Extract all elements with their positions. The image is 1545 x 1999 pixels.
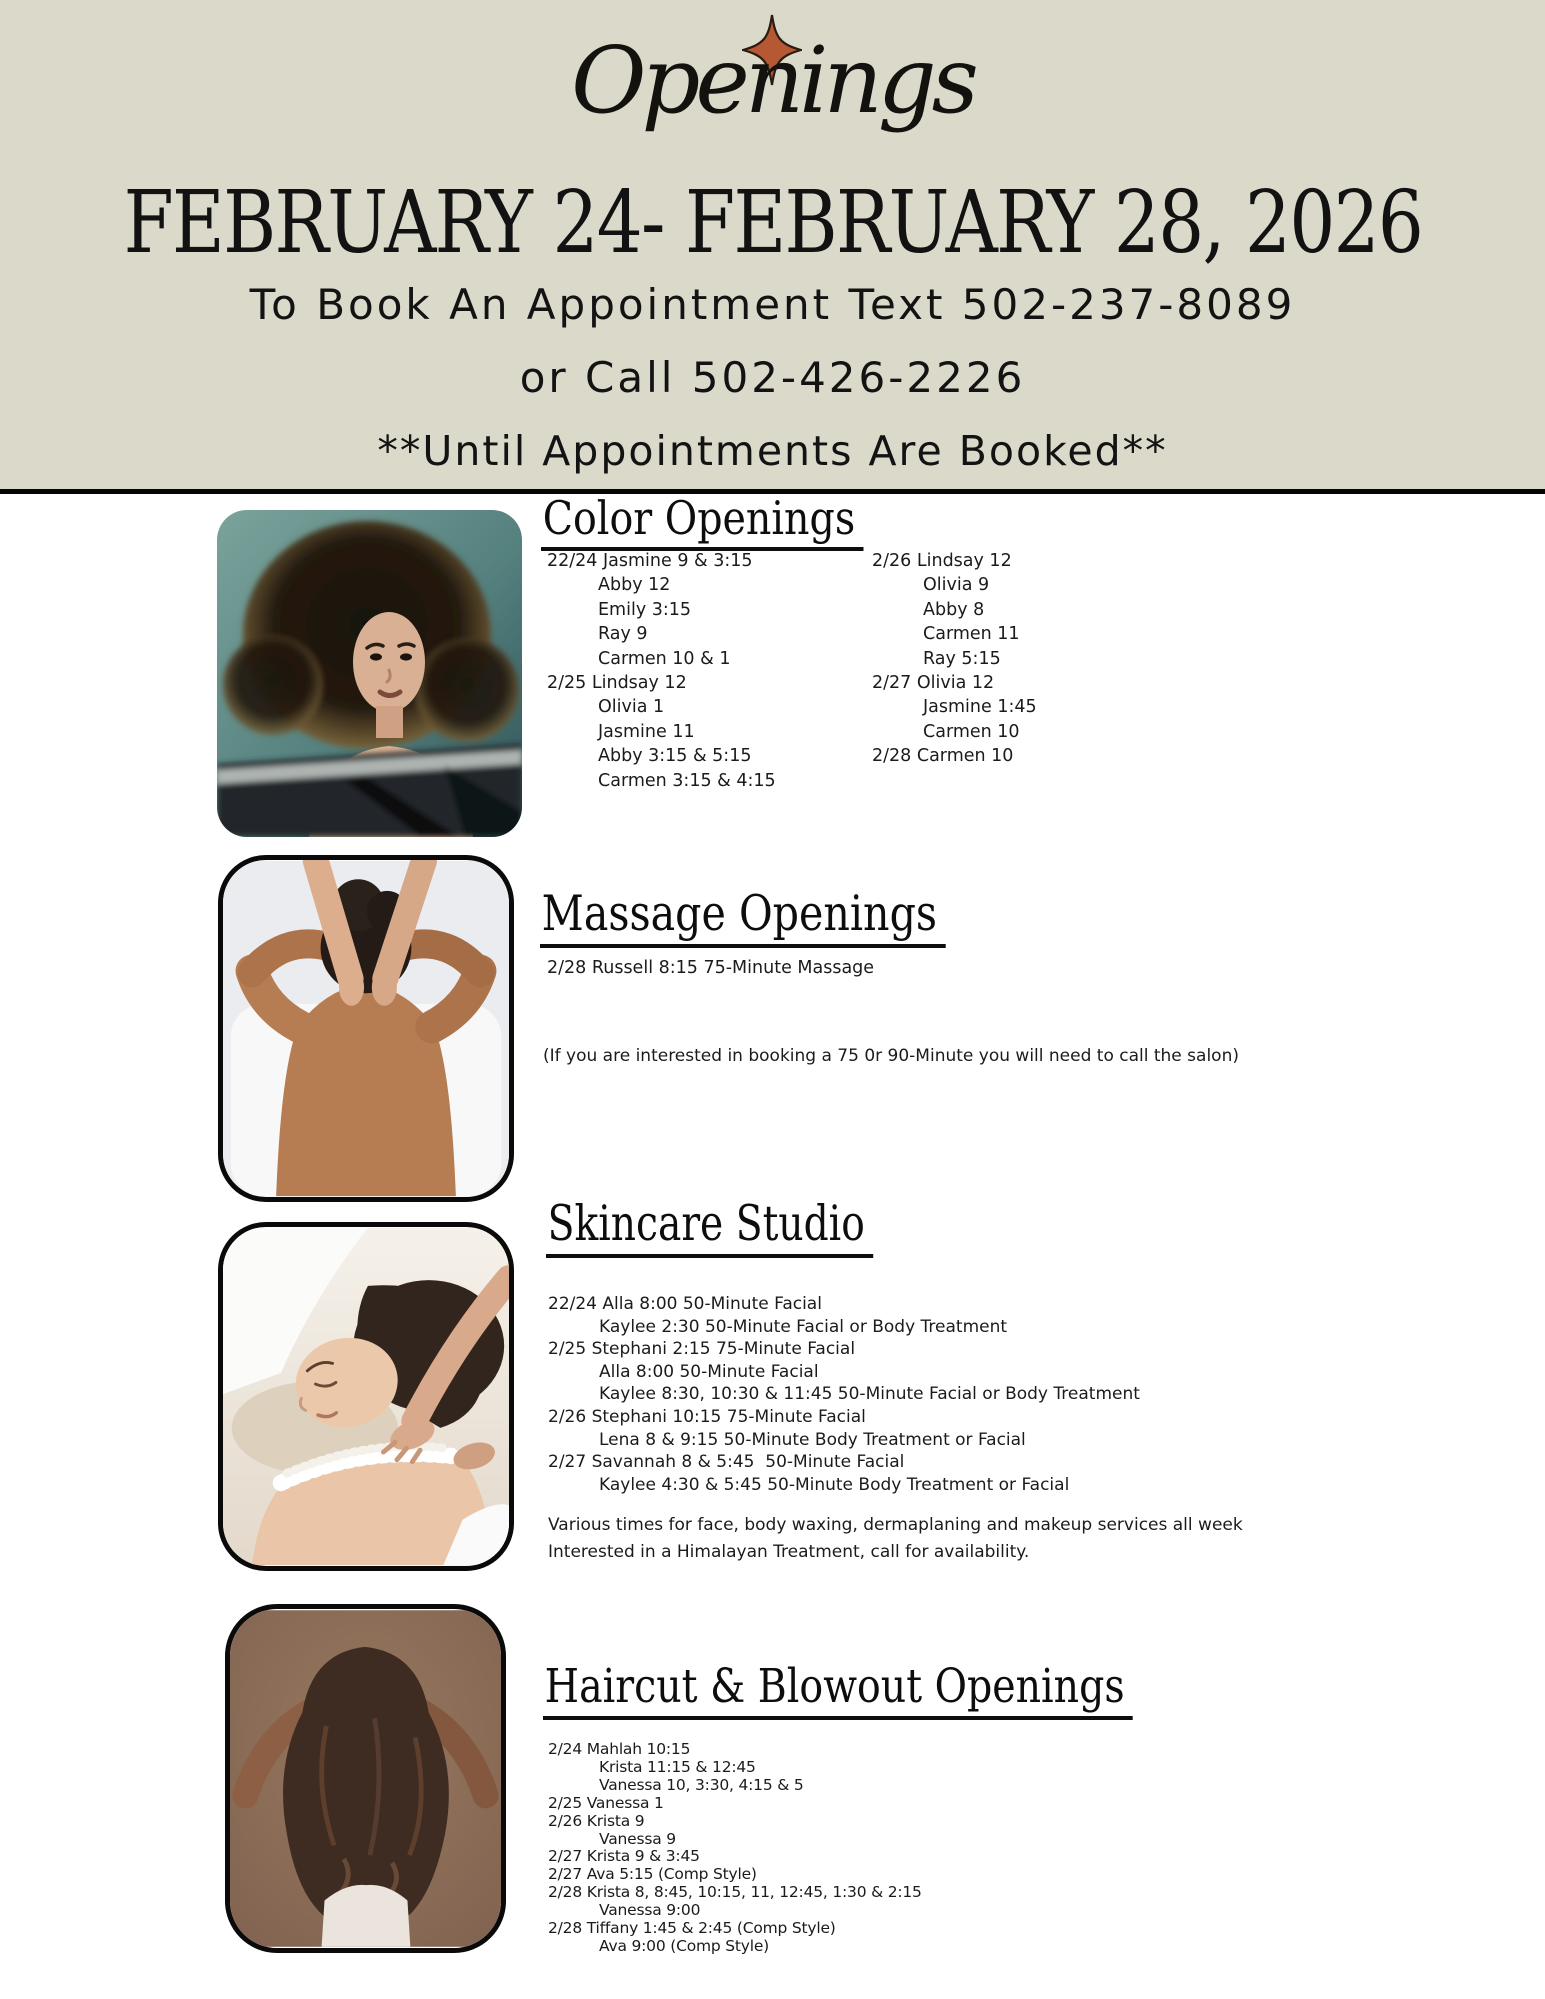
schedule-line: 2/26 Krista 9 — [548, 1811, 645, 1830]
schedule-line: 2/26 Stephani 10:15 75-Minute Facial — [548, 1406, 866, 1427]
schedule-line: 2/28 Carmen 10 — [872, 746, 1014, 767]
schedule-line: Abby 8 — [923, 599, 985, 620]
schedule-line: Lena 8 & 9:15 50-Minute Body Treatment or Facial — [599, 1429, 1026, 1450]
note-line: Interested in a Himalayan Treatment, call for availability. — [548, 1541, 1030, 1562]
schedule-line: 22/24 Alla 8:00 50-Minute Facial — [548, 1294, 822, 1314]
skincare-schedule — [548, 1293, 1140, 1496]
skincare-notes — [548, 1512, 1243, 1565]
schedule-line: Alla 8:00 50-Minute Facial — [599, 1361, 819, 1382]
schedule-line: Vanessa 9 — [599, 1829, 676, 1848]
schedule-line: 2/27 Ava 5:15 (Comp Style) — [548, 1865, 757, 1884]
until-line: **Until Appointments Are Booked** — [377, 427, 1168, 475]
color-photo — [217, 510, 522, 837]
schedule-line: 2/26 Lindsay 12 — [872, 551, 1012, 571]
haircut-photo — [225, 1604, 506, 1953]
schedule-line: 2/28 Krista 8, 8:45, 10:15, 11, 12:45, 1:30 & 2:15 — [548, 1883, 922, 1902]
schedule-line: Krista 11:15 & 12:45 — [599, 1757, 756, 1776]
schedule-line: 2/27 Krista 9 & 3:45 — [548, 1847, 700, 1866]
schedule-line: Jasmine 1:45 — [923, 697, 1037, 718]
schedule-line: Carmen 10 — [923, 721, 1020, 742]
schedule-line: Ava 9:00 (Comp Style) — [599, 1936, 770, 1955]
call-line: or Call 502-426-2226 — [519, 353, 1026, 402]
schedule-line: Kaylee 8:30, 10:30 & 11:45 50-Minute Facial or Body Treatment — [599, 1384, 1140, 1405]
schedule-line: 2/25 Lindsay 12 — [547, 673, 687, 694]
schedule-line: Olivia 1 — [598, 697, 665, 718]
massage-openings-heading: Massage Openings — [540, 886, 945, 948]
schedule-line: 2/25 Vanessa 1 — [548, 1793, 664, 1812]
schedule-line: Jasmine 11 — [598, 721, 695, 742]
schedule-line: Kaylee 4:30 & 5:45 50-Minute Body Treatment or Facial — [599, 1474, 1070, 1495]
massage-note — [543, 1045, 1239, 1068]
color-schedule-col1 — [547, 549, 776, 793]
logo-script: Openings — [571, 27, 974, 134]
date-title: FEBRUARY 24- FEBRUARY 28, 2026 — [123, 173, 1423, 273]
schedule-line: Abby 3:15 & 5:15 — [598, 746, 752, 767]
schedule-line: Carmen 3:15 & 4:15 — [598, 770, 776, 791]
skincare-photo — [218, 1222, 514, 1571]
schedule-line: Kaylee 2:30 50-Minute Facial or Body Treatment — [599, 1316, 1008, 1337]
note-line: Various times for face, body waxing, dermaplaning and makeup services all week — [548, 1515, 1243, 1535]
skincare-studio-heading: Skincare Studio — [546, 1196, 873, 1258]
color-schedule-col2 — [872, 549, 1037, 769]
schedule-line: Olivia 9 — [923, 575, 990, 596]
schedule-line: Abby 12 — [598, 575, 671, 596]
massage-photo — [218, 855, 514, 1202]
schedule-line: 2/24 Mahlah 10:15 — [548, 1740, 691, 1758]
schedule-line: 2/28 Russell 8:15 75-Minute Massage — [547, 958, 875, 978]
schedule-line: Emily 3:15 — [598, 599, 692, 620]
schedule-line: 2/28 Tiffany 1:45 & 2:45 (Comp Style) — [548, 1919, 836, 1938]
schedule-line: Carmen 10 & 1 — [598, 648, 731, 669]
schedule-line: 2/27 Savannah 8 & 5:45 50-Minute Facial — [548, 1452, 905, 1473]
book-text-line: To Book An Appointment Text 502-237-8089 — [249, 280, 1296, 329]
schedule-line: 22/24 Jasmine 9 & 3:15 — [547, 551, 753, 571]
note-line: (If you are interested in booking a 75 0r 90-Minute you will need to call the salon) — [543, 1046, 1239, 1066]
haircut-blowout-heading: Haircut & Blowout Openings — [543, 1660, 1133, 1720]
schedule-line: Carmen 11 — [923, 624, 1020, 645]
schedule-line: Vanessa 9:00 — [599, 1901, 701, 1920]
schedule-line: Ray 9 — [598, 624, 648, 645]
schedule-line: 2/25 Stephani 2:15 75-Minute Facial — [548, 1339, 856, 1360]
schedule-line: 2/27 Olivia 12 — [872, 673, 995, 694]
schedule-line: Vanessa 10, 3:30, 4:15 & 5 — [599, 1775, 804, 1794]
massage-schedule — [547, 956, 874, 980]
haircut-schedule — [548, 1741, 922, 1956]
color-openings-heading: Color Openings — [541, 492, 864, 551]
schedule-line: Ray 5:15 — [923, 648, 1001, 669]
